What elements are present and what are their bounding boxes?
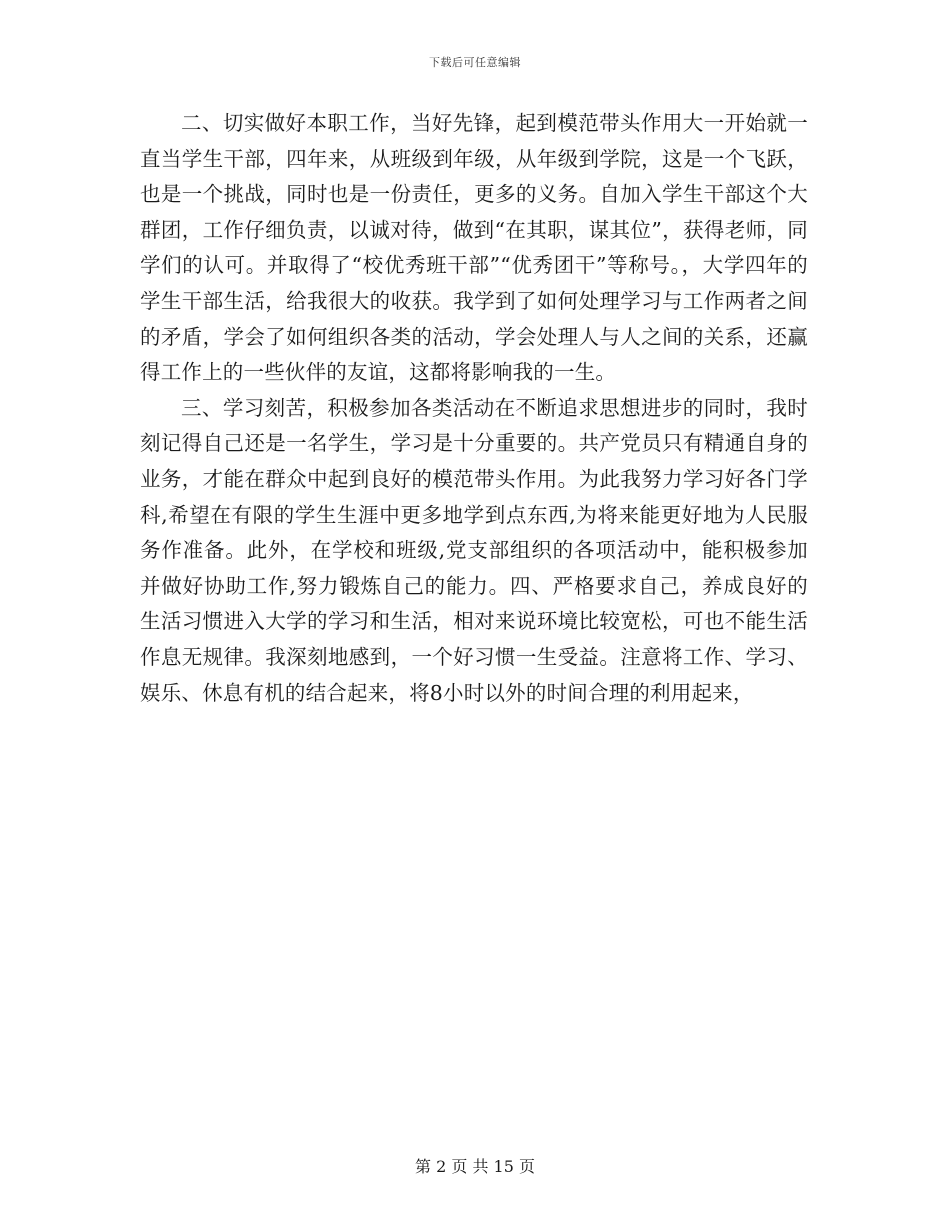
paragraph-3: 三、学习刻苦，积极参加各类活动在不断追求思想进步的同时，我时刻记得自己还是一名学生，学习是十分重要的。共产党员只有精通自身的业务，才能在群众中起到良好的模范带头作用。为此我努力学习好各门学科,希望在有限的学生生涯中更多地学到点东西,为将来能更好地为人民服务作准备。此外，在学校和班级,党支部组织的各项活动中，能积极参加并做好协助工作,努力锻炼自己的能力。四、严格要求自己，养成良好的生活习惯进入大学的学习和生活，相对来说环境比较宽松，可也不能生活作息无规律。我深刻地感到，一个好习惯一生受益。注意将工作、学习、娱乐、休息有机的结合起来，将8小时以外的时间合理的利用起来， (140, 395, 808, 705)
page-number: 第 2 页 共 15 页 (415, 1157, 535, 1176)
document-body (140, 106, 808, 711)
paragraph-2: 二、切实做好本职工作，当好先锋，起到模范带头作用大一开始就一直当学生干部，四年来，从班级到年级，从年级到学院，这是一个飞跃，也是一个挑战，同时也是一份责任，更多的义务。自加入学生干部这个大群团，工作仔细负责，以诚对待，做到“在其职，谋其位”，获得老师，同学们的认可。并取得了“校优秀班干部”“优秀团干”等称号。，大学四年的学生干部生活，给我很大的收获。我学到了如何处理学习与工作两者之间的矛盾，学会了如何组织各类的活动，学会处理人与人之间的关系，还赢得工作上的一些伙伴的友谊，这都将影响我的一生。 (140, 111, 808, 385)
header-note: 下载后可任意编辑 (429, 56, 521, 69)
